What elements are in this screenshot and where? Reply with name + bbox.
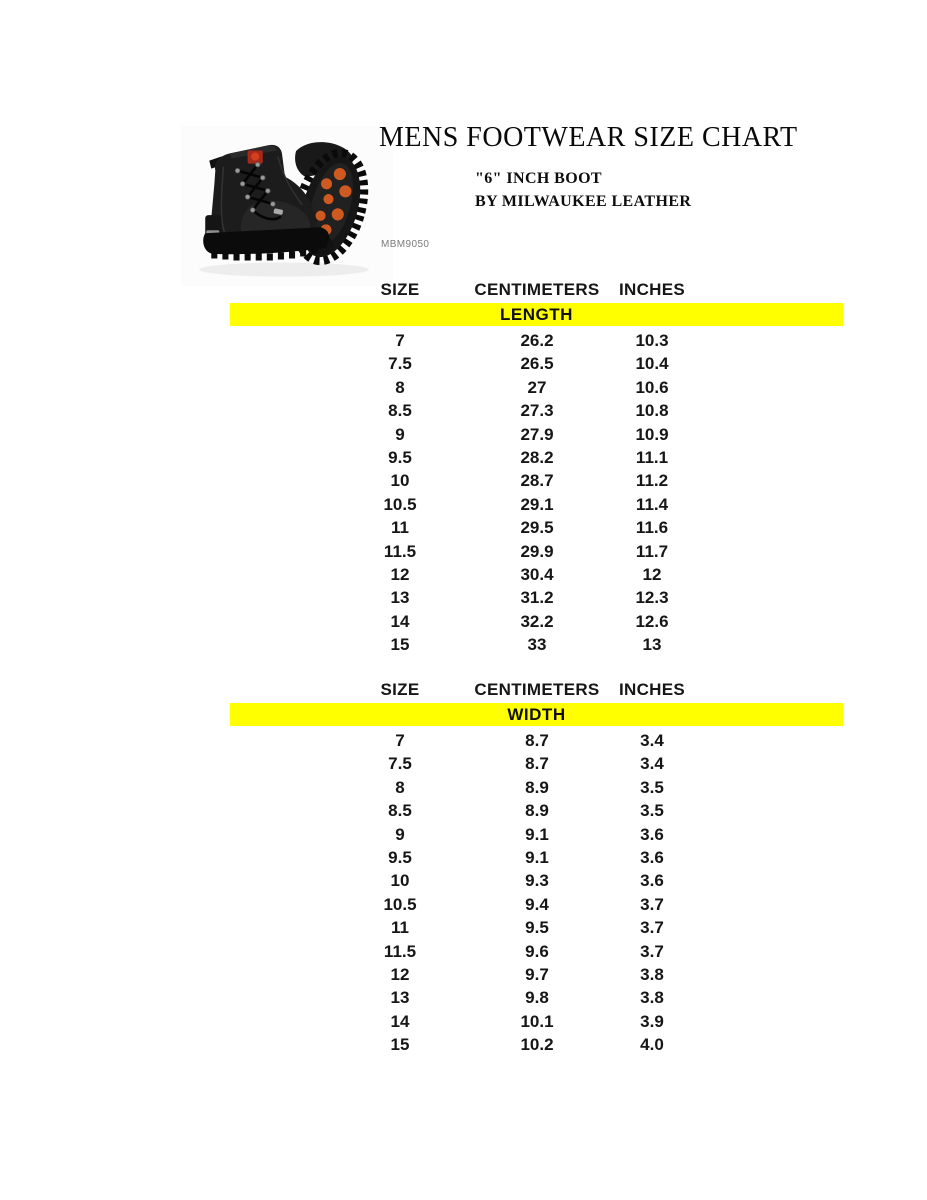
cell-size: 9.5 (388, 447, 412, 467)
cell-size: 13 (390, 988, 410, 1008)
cell-centimeters: 33 (527, 635, 547, 655)
cell-centimeters: 28.2 (520, 447, 554, 467)
cell-centimeters: 9.4 (525, 894, 549, 914)
length-header-row (230, 278, 843, 302)
cell-centimeters: 29.5 (520, 518, 554, 538)
cell-inches: 3.7 (640, 894, 664, 914)
cell-centimeters: 28.7 (520, 471, 554, 491)
cell-size: 10 (390, 471, 410, 491)
cell-size: 12 (390, 564, 410, 584)
cell-size: 15 (390, 635, 410, 655)
cell-size: 11 (391, 918, 409, 938)
cell-size: 8.5 (388, 401, 412, 421)
cell-size: 8 (395, 777, 405, 797)
column-header-size: SIZE (380, 680, 420, 699)
table-row (230, 776, 843, 799)
length-section-label: LENGTH (500, 304, 573, 324)
width-section-band (230, 703, 843, 726)
table-row (230, 916, 843, 939)
cell-centimeters: 32.2 (520, 611, 554, 631)
table-row (230, 493, 843, 516)
cell-inches: 3.7 (640, 918, 664, 938)
cell-size: 7.5 (388, 754, 412, 774)
table-row (230, 846, 843, 869)
length-rows (230, 329, 843, 656)
table-row (230, 963, 843, 986)
width-header-row (230, 678, 843, 702)
table-row (230, 352, 843, 375)
cell-centimeters: 31.2 (520, 588, 554, 608)
cell-centimeters: 8.9 (525, 801, 549, 821)
cell-size: 11.5 (383, 541, 417, 561)
cell-size: 9.5 (388, 847, 412, 867)
cell-inches: 3.7 (640, 941, 664, 961)
cell-centimeters: 8.7 (525, 754, 549, 774)
model-code: MBM9050 (381, 239, 430, 250)
cell-centimeters: 10.2 (520, 1035, 554, 1055)
column-header-inches: INCHES (618, 280, 686, 299)
table-row (230, 729, 843, 752)
cell-size: 8 (395, 377, 405, 397)
cell-inches: 3.6 (640, 871, 664, 891)
cell-inches: 12.6 (635, 611, 669, 631)
cell-inches: 3.5 (640, 801, 664, 821)
subtitle-brand: BY MILWAUKEE LEATHER (475, 193, 692, 210)
table-row (230, 586, 843, 609)
cell-inches: 3.8 (640, 988, 664, 1008)
column-header-inches: INCHES (618, 680, 686, 699)
page-title: MENS FOOTWEAR SIZE CHART (379, 122, 798, 153)
cell-centimeters: 27.9 (520, 424, 554, 444)
subtitle-boot-type: "6" INCH BOOT (475, 170, 602, 187)
cell-size: 10.5 (383, 894, 417, 914)
cell-centimeters: 27 (527, 377, 547, 397)
cell-size: 11 (391, 518, 409, 538)
cell-centimeters: 8.9 (525, 777, 549, 797)
cell-centimeters: 9.8 (525, 988, 549, 1008)
table-row (230, 563, 843, 586)
cell-inches: 3.8 (640, 964, 664, 984)
column-header-centimeters: CENTIMETERS (474, 280, 600, 299)
width-section-label: WIDTH (507, 704, 566, 724)
cell-inches: 10.6 (635, 377, 669, 397)
cell-size: 9 (395, 824, 405, 844)
cell-size: 13 (390, 588, 410, 608)
cell-centimeters: 26.5 (520, 354, 554, 374)
cell-size: 8.5 (388, 801, 412, 821)
table-row (230, 986, 843, 1009)
cell-inches: 10.9 (635, 424, 669, 444)
table-row (230, 633, 843, 656)
boot-shadow (199, 263, 369, 277)
cell-inches: 10.3 (635, 331, 669, 350)
table-row (230, 469, 843, 492)
cell-size: 9 (395, 424, 405, 444)
cell-size: 7.5 (388, 354, 412, 374)
cell-size: 14 (390, 611, 410, 631)
cell-centimeters: 26.2 (520, 331, 554, 350)
cell-centimeters: 9.1 (525, 847, 549, 867)
cell-size: 11.5 (383, 941, 417, 961)
cell-centimeters: 9.3 (525, 871, 549, 891)
table-row (230, 1033, 843, 1056)
cell-size: 7 (395, 731, 405, 750)
cell-inches: 11.7 (635, 541, 669, 561)
cell-size: 12 (390, 964, 410, 984)
cell-centimeters: 9.7 (525, 964, 549, 984)
table-row (230, 799, 843, 822)
cell-inches: 11.6 (635, 518, 669, 538)
length-section-band (230, 303, 843, 326)
table-row (230, 1010, 843, 1033)
table-row (230, 376, 843, 399)
cell-inches: 13 (642, 635, 662, 655)
cell-inches: 3.4 (640, 754, 664, 774)
table-row (230, 823, 843, 846)
cell-inches: 11.1 (635, 447, 669, 467)
cell-centimeters: 8.7 (525, 731, 549, 750)
cell-centimeters: 29.9 (520, 541, 554, 561)
column-header-size: SIZE (380, 280, 420, 299)
table-row (230, 893, 843, 916)
cell-inches: 3.6 (640, 847, 664, 867)
cell-inches: 12.3 (635, 588, 669, 608)
cell-inches: 3.5 (640, 777, 664, 797)
cell-inches: 3.6 (640, 824, 664, 844)
length-table (230, 278, 843, 656)
cell-inches: 3.4 (640, 731, 664, 750)
cell-size: 7 (395, 331, 405, 350)
cell-size: 14 (390, 1011, 410, 1031)
table-row (230, 329, 843, 352)
width-rows (230, 729, 843, 1056)
cell-centimeters: 29.1 (520, 494, 554, 514)
table-row (230, 399, 843, 422)
cell-size: 15 (390, 1035, 410, 1055)
cell-centimeters: 30.4 (520, 564, 554, 584)
table-row (230, 869, 843, 892)
table-row (230, 423, 843, 446)
cell-centimeters: 9.6 (525, 941, 549, 961)
boot-product-photo (181, 126, 393, 286)
cell-centimeters: 9.5 (525, 918, 549, 938)
cell-size: 10.5 (383, 494, 417, 514)
cell-inches: 11.2 (635, 471, 669, 491)
cell-inches: 10.8 (635, 401, 669, 421)
cell-centimeters: 27.3 (520, 401, 554, 421)
cell-inches: 12 (642, 564, 662, 584)
table-row (230, 516, 843, 539)
table-row (230, 446, 843, 469)
cell-inches: 3.9 (640, 1011, 664, 1031)
table-row (230, 752, 843, 775)
table-row (230, 940, 843, 963)
cell-size: 10 (390, 871, 410, 891)
cell-centimeters: 9.1 (525, 824, 549, 844)
column-header-centimeters: CENTIMETERS (474, 680, 600, 699)
table-row (230, 610, 843, 633)
cell-inches: 10.4 (635, 354, 669, 374)
cell-inches: 11.4 (635, 494, 669, 514)
cell-inches: 4.0 (640, 1035, 664, 1055)
width-table (230, 678, 843, 1056)
cell-centimeters: 10.1 (520, 1011, 554, 1031)
table-row (230, 540, 843, 563)
